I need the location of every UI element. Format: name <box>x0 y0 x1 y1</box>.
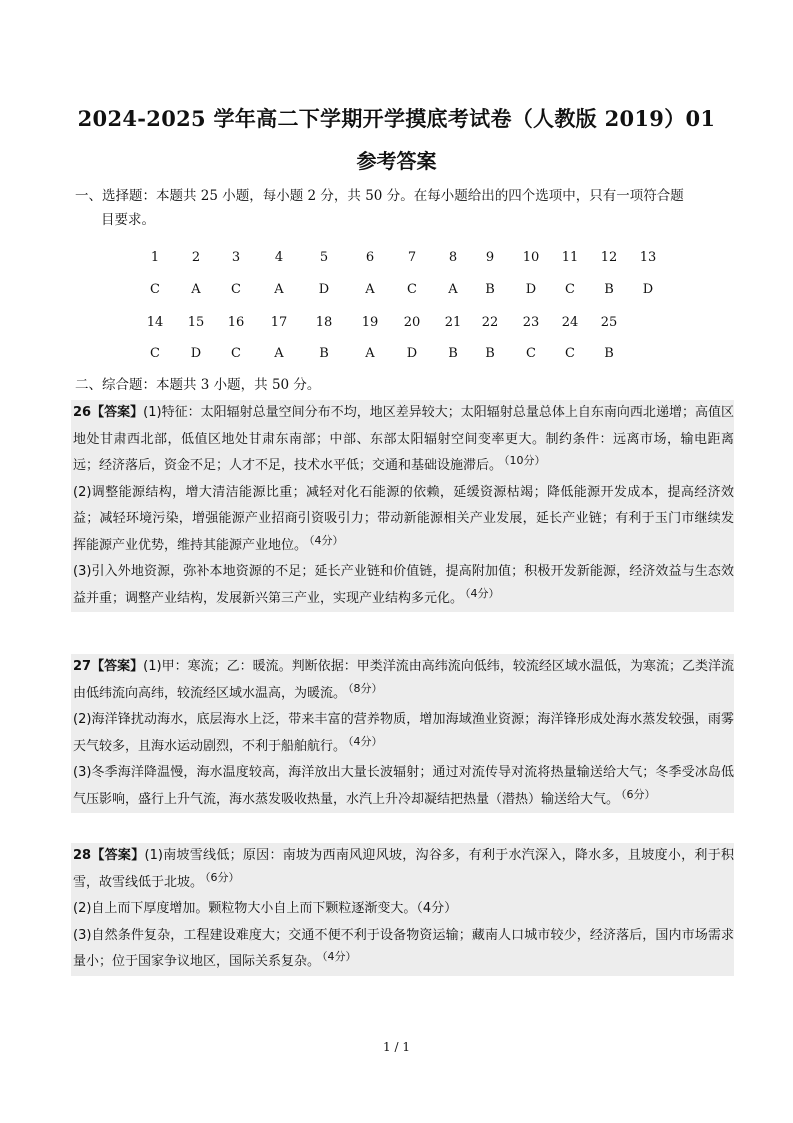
score-badge: （4分） <box>309 533 344 547</box>
answer-q27-part2: (2)海洋锋扰动海水，底层海水上泛，带来丰富的营养物质，增加海域渔业资源；海洋锋形成处海水蒸发较强，雨雾天气较多，且海水运动剧烈，不利于船舶航行。 $^{(4分)}$ <box>73 712 734 754</box>
choice-answer: B <box>485 346 495 361</box>
choice-answer: A <box>274 282 284 297</box>
section-choice-heading: 一、选择题：本题共 25 小题，每小题 2 分，共 50 分。在每小题给出的四个选项中，只有一项符合题 <box>75 188 684 204</box>
choice-answer: B <box>485 282 495 297</box>
choice-answer: D <box>525 282 537 297</box>
choice-answer: D <box>406 346 418 361</box>
answer-q26 <box>71 400 734 612</box>
choice-answer: D <box>642 282 654 297</box>
page-title: 2024-2025 学年高二下学期开学摸底考试卷（人教版 2019）01 <box>77 106 716 131</box>
choice-question-number: 11 <box>561 250 579 265</box>
section-choice-heading-cont: 目要求。 <box>101 212 155 228</box>
choice-answer: B <box>604 346 614 361</box>
choice-question-number: 3 <box>231 250 241 265</box>
choice-question-number: 25 <box>600 315 618 330</box>
choice-question-number: 8 <box>448 250 458 265</box>
choice-answer: D <box>190 346 202 361</box>
answer-q27-part3: (3)冬季海洋降温慢，海水温度较高，海洋放出大量长波辐射；通过对流传导对流将热量输送给大气；冬季受冰岛低气压影响，盛行上升气流，海水蒸发吸收热量，水汽上升冷却凝结把热量（潜热）输送给大气。 $^{(6分)}$ <box>73 765 734 807</box>
choice-answer: B <box>448 346 458 361</box>
choice-answer: C <box>150 346 160 361</box>
choice-question-number: 16 <box>227 315 245 330</box>
answer-q26-part3: (3)引入外地资源，弥补本地资源的不足；延长产业链和价值链，提高附加值；积极开发新能源，经济效益与生态效益并重；调整产业结构，发展新兴第三产业，实现产业结构多元化。 $^{(4分)}$ <box>73 564 734 606</box>
choice-question-number: 9 <box>485 250 495 265</box>
choice-answer: A <box>365 282 375 297</box>
choice-answer: B <box>604 282 614 297</box>
answer-q28-part2: (2)自上而下厚度增加。颗粒物大小自上而下颗粒逐渐变大。（4分） <box>73 901 458 916</box>
choice-question-number: 2 <box>191 250 201 265</box>
answer-q26-label: 26【答案】 <box>73 405 144 420</box>
answer-q28-part1: 28【答案】(1)南坡雪线低；原因：南坡为西南风迎风坡，沟谷多，有利于水汽深入，降水多，且坡度小，利于积雪，故雪线低于北坡。 $^{(6分)}$ <box>73 848 734 890</box>
section-comprehensive-heading: 二、综合题：本题共 3 小题，共 50 分。 <box>75 377 321 393</box>
choice-answer: C <box>407 282 417 297</box>
answer-q27-part1: 27【答案】(1)甲：寒流；乙：暖流。判断依据：甲类洋流由高纬流向低纬，较流经区域水温低，为寒流；乙类洋流由低纬流向高纬，较流经区域水温高，为暖流。 $^{(8分)}$ <box>73 659 734 701</box>
choice-answer: C <box>565 346 575 361</box>
choice-question-number: 21 <box>444 315 462 330</box>
choice-answer: A <box>365 346 375 361</box>
score-badge: （4分） <box>322 950 357 963</box>
score-badge: （6分） <box>205 870 240 884</box>
answer-q28 <box>71 843 734 976</box>
choice-question-number: 4 <box>274 250 284 265</box>
answer-q27-label: 27【答案】 <box>73 659 144 674</box>
choice-answer: C <box>231 346 241 361</box>
score-badge: （6分） <box>621 787 656 801</box>
choice-answer: A <box>448 282 458 297</box>
choice-question-number: 23 <box>522 315 540 330</box>
choice-question-number: 6 <box>365 250 375 265</box>
answer-q28-label: 28【答案】 <box>73 848 145 863</box>
choice-answer: D <box>318 282 330 297</box>
page-subtitle: 参考答案 <box>356 149 437 173</box>
choice-question-number: 5 <box>319 250 329 265</box>
choice-answer: C <box>231 282 241 297</box>
score-badge: （4分） <box>465 586 500 600</box>
choice-question-number: 20 <box>403 315 421 330</box>
choice-question-number: 22 <box>481 315 499 330</box>
choice-question-number: 12 <box>600 250 618 265</box>
choice-answer: C <box>565 282 575 297</box>
choice-answer: C <box>526 346 536 361</box>
choice-question-number: 7 <box>407 250 417 265</box>
choice-question-number: 24 <box>561 315 579 330</box>
choice-answer: A <box>191 282 201 297</box>
choice-question-number: 1 <box>150 250 160 265</box>
choice-question-number: 17 <box>270 315 288 330</box>
section-choice <box>75 184 765 232</box>
choice-answer: C <box>150 282 160 297</box>
answer-q26-part2: (2)调整能源结构，增大清洁能源比重；减轻对化石能源的依赖，延缓资源枯竭；降低能源开发成本，提高经济效益；减轻环境污染，增强能源产业招商引资吸引力；带动新能源相关产业发展，延长产业链；有利于玉门市继续发挥能源产业优势，维持其能源产业地位。 $^{(4分)}$ <box>73 484 734 553</box>
choice-answer: B <box>319 346 329 361</box>
choice-question-number: 13 <box>639 250 657 265</box>
choice-question-number: 14 <box>146 315 164 330</box>
choice-question-number: 15 <box>187 315 205 330</box>
answer-q26-part1: 26【答案】(1)特征：太阳辐射总量空间分布不均，地区差异较大；太阳辐射总量总体上自东南向西北递增；高值区地处甘肃西北部，低值区地处甘肃东南部；中部、东部太阳辐射空间变率更大。制约条件：远离市场，输电距离远；经济落后，资金不足；人才不足，技术水平低；交通和基础设施滞后。 $^{(10分)}$ <box>73 405 734 473</box>
score-badge: （10分） <box>504 454 546 467</box>
answer-q27 <box>71 654 734 813</box>
choice-answer: A <box>274 346 284 361</box>
score-badge: （8分） <box>348 681 383 695</box>
choice-question-number: 18 <box>315 315 333 330</box>
choice-question-number: 10 <box>522 250 540 265</box>
page-number: 1 / 1 <box>383 1040 410 1054</box>
score-badge: （4分） <box>348 734 383 748</box>
choice-question-number: 19 <box>361 315 379 330</box>
answer-q28-part3: (3)自然条件复杂，工程建设难度大；交通不便不利于设备物资运输；藏南人口城市较少，经济落后，国内市场需求量小；位于国家争议地区，国际关系复杂。 $^{(4分)}$ <box>73 927 734 969</box>
